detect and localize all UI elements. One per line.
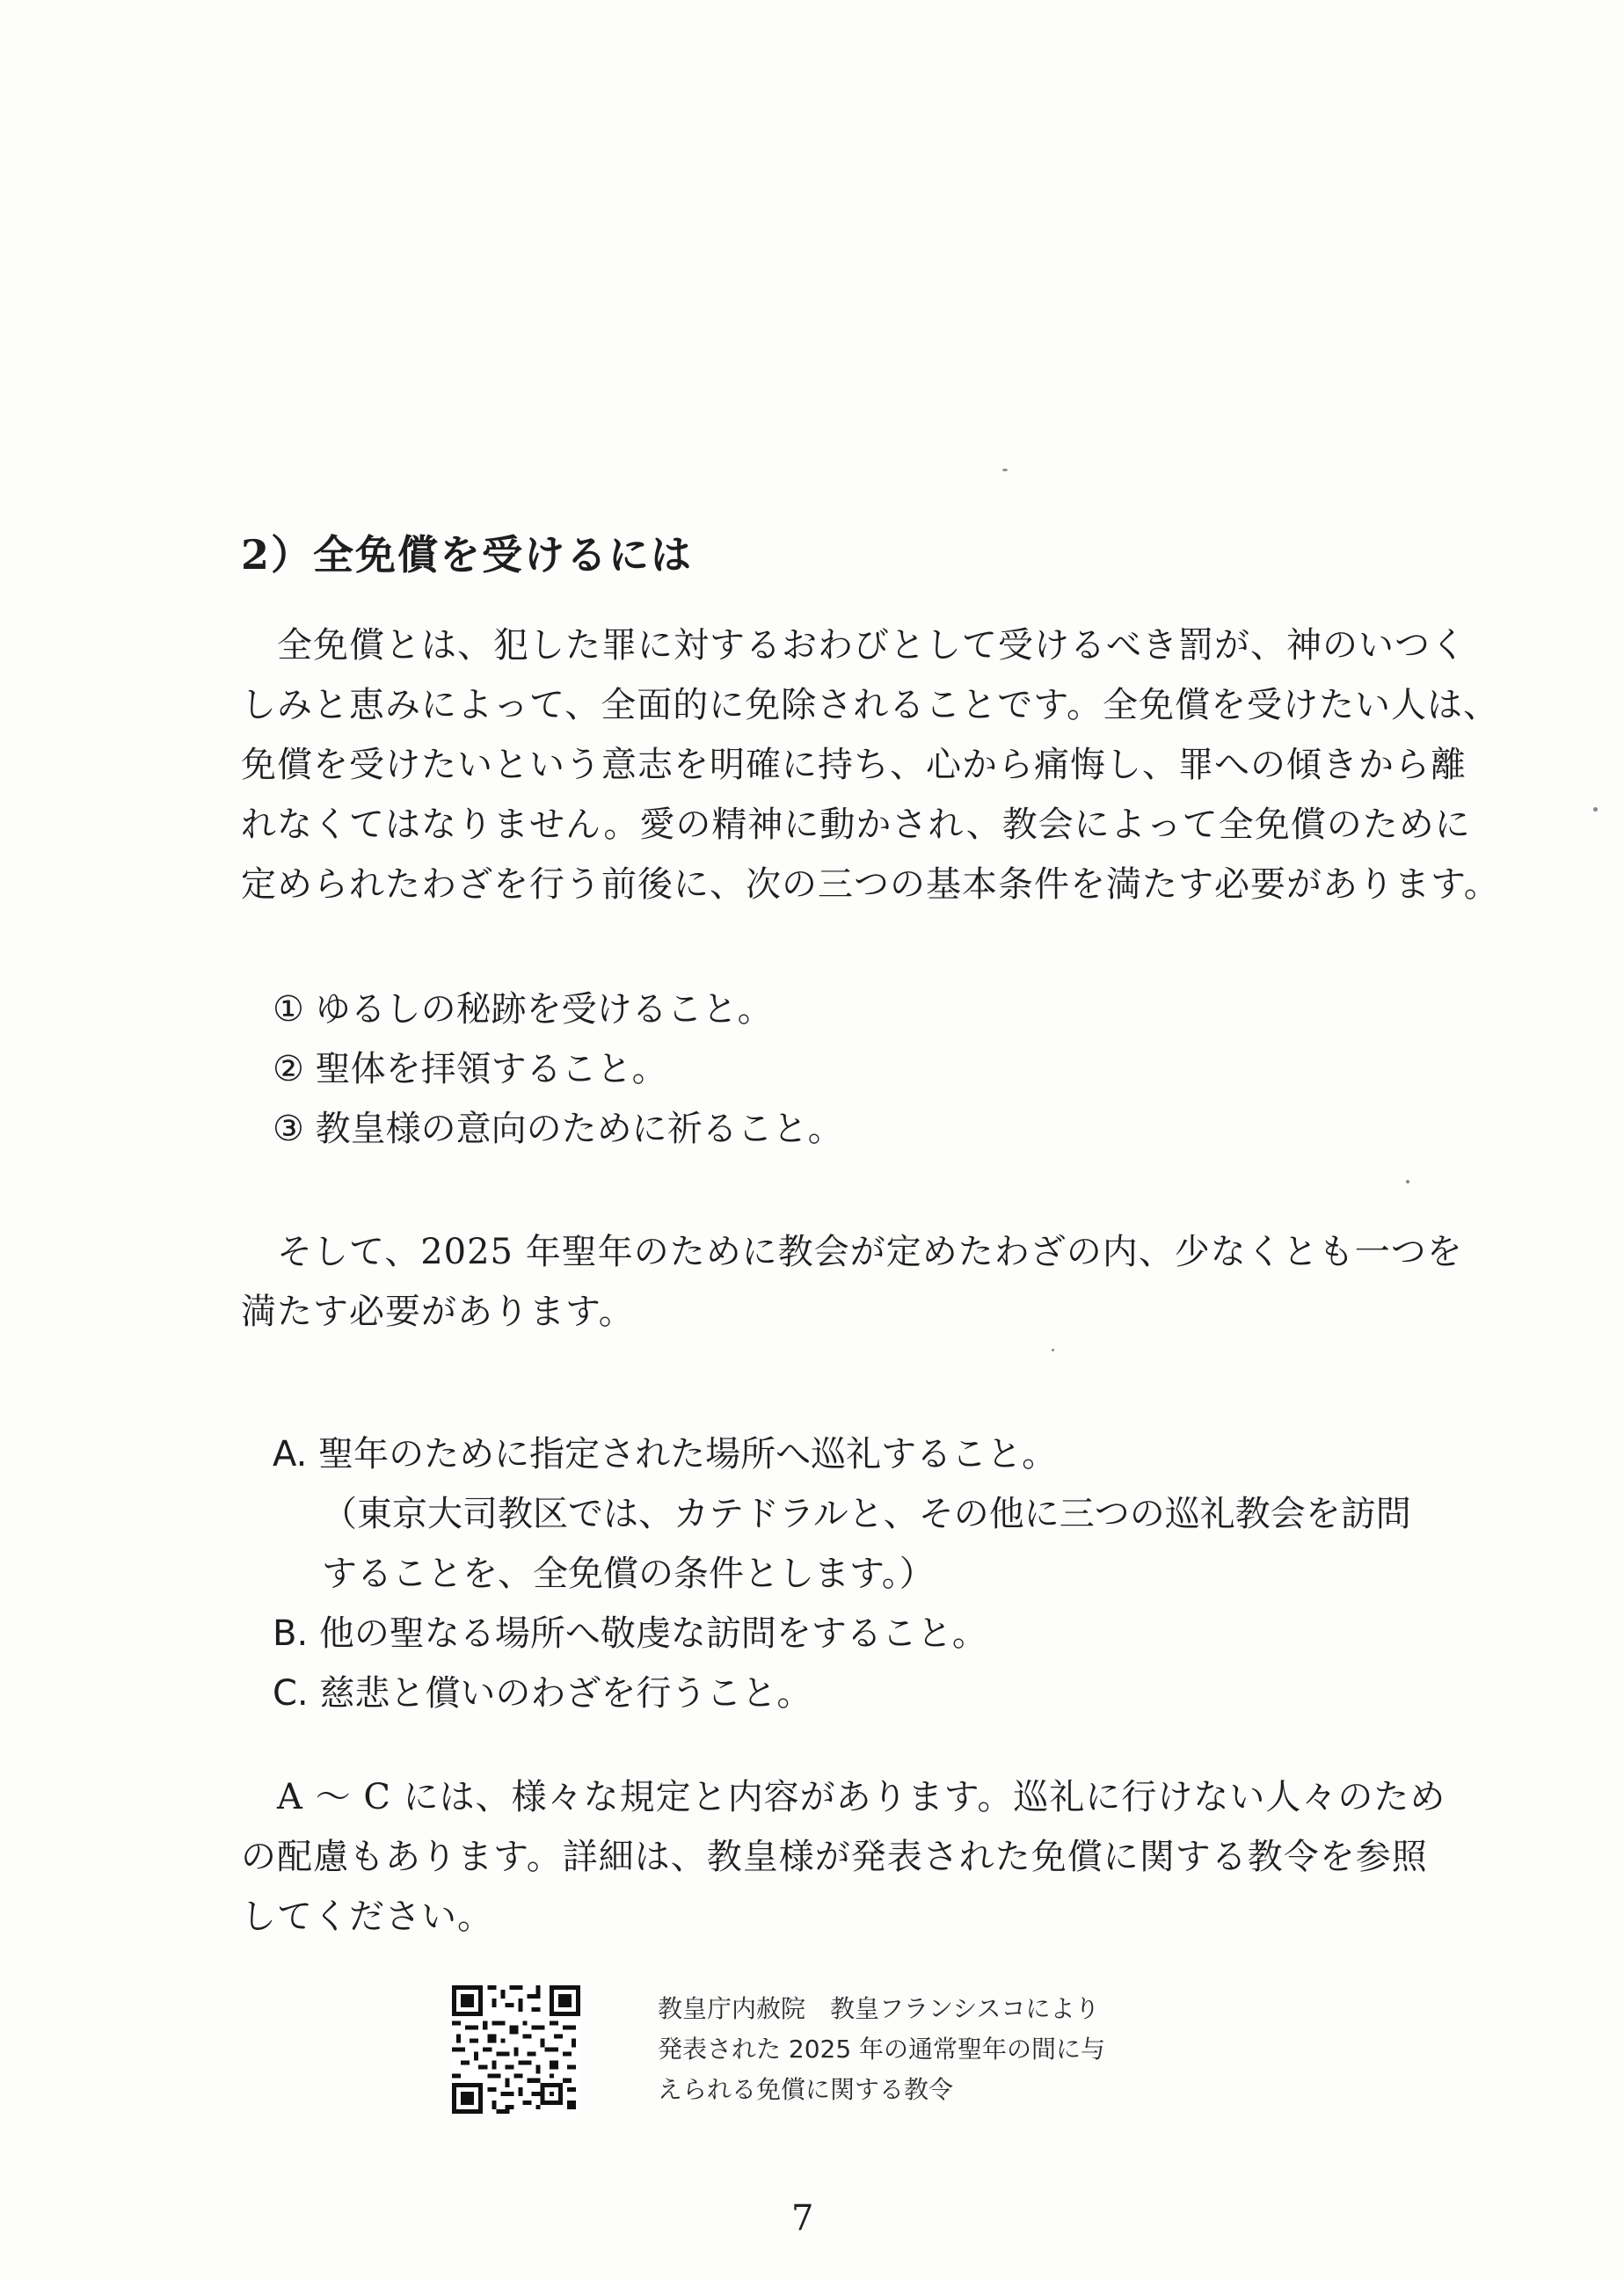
- works-intro-paragraph: [241, 1222, 1463, 1342]
- scan-speck: [1002, 469, 1008, 471]
- page-number: 7: [791, 2198, 814, 2239]
- paragraph-line: しみと恵みによって、全面的に免除されることです。全免償を受けたい人は、: [241, 685, 1499, 725]
- basic-conditions-list: [273, 979, 1433, 1159]
- paragraph-line: 免償を受けたいという意志を明確に持ち、心から痛悔し、罪への傾きから離: [241, 745, 1467, 785]
- paragraph-line: 満たす必要があります。: [241, 1292, 635, 1332]
- jubilee-works-list: [273, 1424, 1433, 1723]
- intro-paragraph: [241, 615, 1500, 914]
- scan-speck: [1593, 807, 1598, 812]
- list-item: ① ゆるしの秘跡を受けること。: [273, 989, 773, 1030]
- caption-line: 発表された 2025 年の通常聖年の間に与: [658, 2035, 1106, 2064]
- list-item: ③ 教皇様の意向のために祈ること。: [273, 1109, 843, 1149]
- list-item-b: B. 他の聖なる場所へ敬虔な訪問をすること。: [273, 1613, 987, 1654]
- caption-line: えられる免償に関する教令: [658, 2075, 954, 2104]
- details-paragraph: [241, 1767, 1446, 1947]
- section-heading: 2）全免償を受けるには: [241, 531, 694, 579]
- scan-speck: [1406, 1180, 1409, 1183]
- paragraph-line: してください。: [241, 1897, 493, 1937]
- list-item-a-note: （東京大司教区では、カテドラルと、その他に三つの巡礼教会を訪問: [322, 1494, 1411, 1534]
- scan-speck: [1052, 1349, 1054, 1351]
- paragraph-line: A ～ C には、様々な規定と内容があります。巡礼に行けない人々のため: [241, 1777, 1446, 1817]
- caption-line: 教皇庁内赦院 教皇フランシスコにより: [658, 1994, 1100, 2023]
- paragraph-line: れなくてはなりません。愛の精神に動かされ、教会によって全免償のために: [241, 805, 1471, 845]
- list-item-c: C. 慈悲と償いのわざを行うこと。: [273, 1673, 812, 1714]
- list-item-a-note: することを、全免償の条件とします。）: [322, 1554, 935, 1594]
- paragraph-line: 定められたわざを行う前後に、次の三つの基本条件を満たす必要があります。: [241, 864, 1500, 905]
- list-item-a: A. 聖年のために指定された場所へ巡礼すること。: [273, 1434, 1058, 1474]
- qr-code-icon[interactable]: [452, 1985, 580, 2114]
- list-item: ② 聖体を拝領すること。: [273, 1049, 667, 1089]
- paragraph-line: 全免償とは、犯した罪に対するおわびとして受けるべき罰が、神のいつく: [241, 625, 1467, 666]
- paragraph-line: の配慮もあります。詳細は、教皇様が発表された免償に関する教令を参照: [241, 1837, 1428, 1877]
- qr-caption: [658, 1989, 1105, 2110]
- paragraph-line: そして、2025 年聖年のために教会が定めたわざの内、少なくとも一つを: [241, 1232, 1463, 1272]
